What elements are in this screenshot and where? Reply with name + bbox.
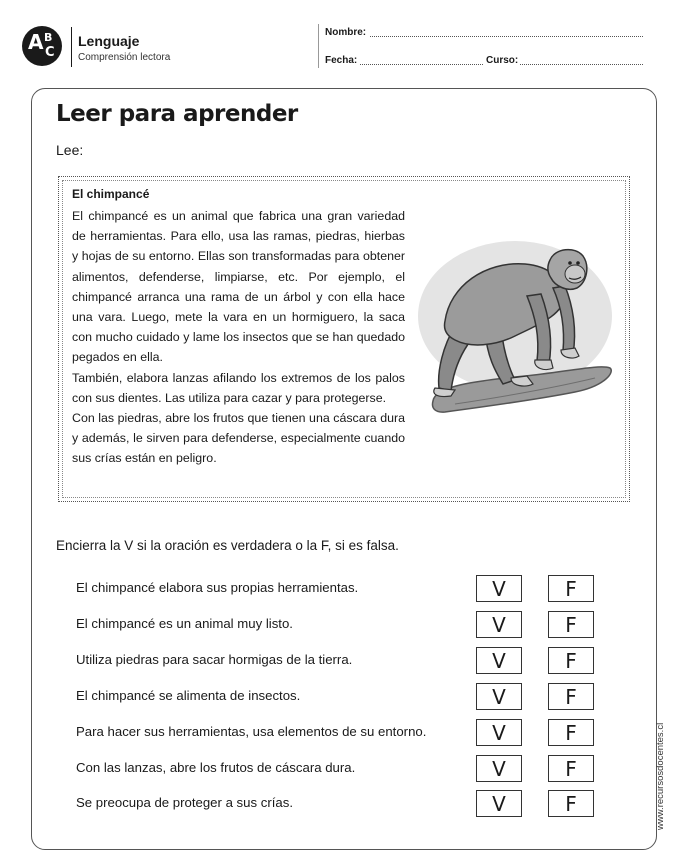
reading-paragraph: También, elabora lanzas afilando los extremos de los palos con sus dientes. Las utiliza para cazar y para protegerse. [72,370,405,405]
false-option-box[interactable]: F [548,683,594,710]
header-divider [71,27,72,67]
chimpanzee-illustration [415,236,625,416]
page-title: Leer para aprender [56,101,298,127]
true-option-box[interactable]: V [476,647,522,674]
statement-row [76,719,606,747]
date-label: Fecha: [325,55,358,66]
course-field[interactable] [520,64,643,65]
statement-text: El chimpancé elabora sus propias herramientas. [76,580,359,595]
true-option-box[interactable]: V [476,683,522,710]
true-option-box[interactable]: V [476,719,522,746]
false-option-box[interactable]: F [548,575,594,602]
statement-text: Para hacer sus herramientas, usa elementos de su entorno. [76,724,427,739]
subject-title: Lenguaje [78,33,140,49]
true-option-box[interactable]: V [476,790,522,817]
header-divider-fields [318,24,319,68]
statement-text: Utiliza piedras para sacar hormigas de la tierra. [76,652,353,667]
true-option-box[interactable]: V [476,575,522,602]
name-label: Nombre: [325,27,367,38]
name-field[interactable] [370,36,643,37]
watermark-url: www.recursosdocentes.cl [655,722,666,830]
statement-text: Con las lanzas, abre los frutos de cáscara dura. [76,760,356,775]
exercise-instruction: Encierra la V si la oración es verdadera o la F, si es falsa. [56,538,399,553]
false-option-box[interactable]: F [548,647,594,674]
statement-row [76,647,606,675]
true-option-box[interactable]: V [476,611,522,638]
false-option-box[interactable]: F [548,611,594,638]
abc-logo-icon: A B C [22,26,62,66]
statement-row [76,755,606,783]
reading-paragraph: El chimpancé es un animal que fabrica una gran variedad de herramientas. Para ello, usa las ramas, piedras, hierbas y hojas de su entorno. Ellas son transformadas para obtener alimentos, defenderse, limpiarse, etc. Por ejemplo, el chimpancé arranca una rama de un árbol y con ella hace una vara. Luego, mete la vara en un hormiguero, la saca con mucho cuidado y lame los insectos que se han quedado pegados en ella. [72,209,405,365]
false-option-box[interactable]: F [548,719,594,746]
true-option-box[interactable]: V [476,755,522,782]
statement-text: El chimpancé se alimenta de insectos. [76,688,301,703]
statement-row [76,611,606,639]
statement-row [76,683,606,711]
reading-title: El chimpancé [72,187,150,201]
statement-text: Se preocupa de proteger a sus crías. [76,795,293,810]
statement-row [76,575,606,603]
date-field[interactable] [360,64,483,65]
course-label: Curso: [486,55,519,66]
read-instruction: Lee: [56,142,84,158]
statement-text: El chimpancé es un animal muy listo. [76,616,293,631]
false-option-box[interactable]: F [548,755,594,782]
subject-subtitle: Comprensión lectora [78,52,171,63]
reading-text [72,206,405,469]
reading-paragraph: Con las piedras, abre los frutos que tienen una cáscara dura y además, le sirven para defenderse, especialmente cuando sus crías están en peligro. [72,411,405,466]
false-option-box[interactable]: F [548,790,594,817]
statement-row [76,790,606,818]
